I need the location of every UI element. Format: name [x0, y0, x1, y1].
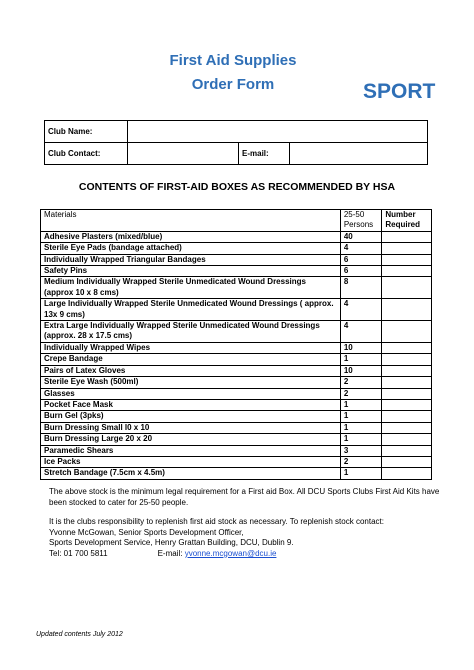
- table-row: [41, 456, 432, 467]
- table-row: [41, 354, 432, 365]
- material-cell: Burn Gel (3pks): [41, 411, 341, 422]
- table-row: [41, 445, 432, 456]
- club-contact-label: Club Contact:: [45, 143, 128, 165]
- number-required-field[interactable]: [382, 321, 432, 343]
- number-required-field[interactable]: [382, 468, 432, 479]
- contact-name: Yvonne McGowan, Senior Sports Development Officer,: [49, 527, 244, 537]
- material-cell: Ice Packs: [41, 456, 341, 467]
- table-row: [41, 342, 432, 353]
- table-row: [41, 399, 432, 410]
- contact-email-label: E-mail:: [157, 548, 185, 558]
- number-required-field[interactable]: [382, 445, 432, 456]
- quantity-cell: 1: [340, 468, 382, 479]
- material-cell: Large Individually Wrapped Sterile Unmedicated Wound Dressings ( approx. 13x 9 cms): [41, 299, 341, 321]
- number-required-field[interactable]: [382, 342, 432, 353]
- number-required-field[interactable]: [382, 266, 432, 277]
- material-cell: Adhesive Plasters (mixed/blue): [41, 231, 341, 242]
- table-row: [41, 411, 432, 422]
- table-row: [41, 243, 432, 254]
- sport-badge: SPORT: [363, 80, 436, 103]
- material-cell: Pocket Face Mask: [41, 399, 341, 410]
- number-required-field[interactable]: [382, 388, 432, 399]
- club-contact-field[interactable]: [128, 143, 239, 165]
- table-row: [41, 388, 432, 399]
- quantity-cell: 1: [340, 354, 382, 365]
- material-cell: Individually Wrapped Wipes: [41, 342, 341, 353]
- table-row: [41, 365, 432, 376]
- contact-address: Sports Development Service, Henry Grattan Building, DCU, Dublin 9.: [49, 538, 294, 548]
- material-cell: Burn Dressing Large 20 x 20: [41, 434, 341, 445]
- number-required-field[interactable]: [382, 377, 432, 388]
- table-row: [41, 266, 432, 277]
- quantity-cell: 6: [340, 254, 382, 265]
- number-required-field[interactable]: [382, 434, 432, 445]
- table-row: [41, 321, 432, 343]
- table-row: [41, 434, 432, 445]
- material-cell: Individually Wrapped Triangular Bandages: [41, 254, 341, 265]
- number-required-field[interactable]: [382, 365, 432, 376]
- number-required-field[interactable]: [382, 411, 432, 422]
- material-cell: Stretch Bandage (7.5cm x 4.5m): [41, 468, 341, 479]
- materials-header: Materials: [41, 210, 341, 232]
- quantity-cell: 8: [340, 277, 382, 299]
- material-cell: Glasses: [41, 388, 341, 399]
- quantity-cell: 4: [340, 299, 382, 321]
- material-cell: Extra Large Individually Wrapped Sterile Unmedicated Wound Dressings (approx. 28 x 17.5 cms): [41, 321, 341, 343]
- quantity-cell: 1: [340, 411, 382, 422]
- table-row: [41, 377, 432, 388]
- material-cell: Medium Individually Wrapped Sterile Unmedicated Wound Dressings (approx 10 x 8 cms): [41, 277, 341, 299]
- requirement-note: The above stock is the minimum legal requirement for a First aid Box. All DCU Sports Clubs First Aid Kits have been stocked to cater for 25-50 people.: [49, 487, 440, 507]
- quantity-cell: 10: [340, 342, 382, 353]
- material-cell: Pairs of Latex Gloves: [41, 365, 341, 376]
- club-name-field[interactable]: [128, 121, 428, 143]
- number-required-field[interactable]: [382, 354, 432, 365]
- material-cell: Safety Pins: [41, 266, 341, 277]
- table-row: [41, 299, 432, 321]
- persons-header: 25-50 Persons: [340, 210, 382, 232]
- quantity-cell: 10: [340, 365, 382, 376]
- contact-tel: Tel: 01 700 5811: [49, 548, 108, 558]
- contact-line: [49, 549, 449, 560]
- footer-note: Updated contents July 2012: [36, 631, 123, 638]
- number-required-field[interactable]: [382, 277, 432, 299]
- table-row: [41, 231, 432, 242]
- quantity-cell: 40: [340, 231, 382, 242]
- quantity-cell: 1: [340, 399, 382, 410]
- club-name-label: Club Name:: [45, 121, 128, 143]
- material-cell: Sterile Eye Pads (bandage attached): [41, 243, 341, 254]
- quantity-cell: 3: [340, 445, 382, 456]
- table-row: [41, 468, 432, 479]
- required-header: Number Required: [382, 210, 432, 232]
- contact-email-link[interactable]: yvonne.mcgowan@dcu.ie: [184, 548, 277, 558]
- email-label: E-mail:: [239, 143, 290, 165]
- material-cell: Sterile Eye Wash (500ml): [41, 377, 341, 388]
- quantity-cell: 2: [340, 388, 382, 399]
- material-cell: Paramedic Shears: [41, 445, 341, 456]
- quantity-cell: 1: [340, 422, 382, 433]
- quantity-cell: 1: [340, 434, 382, 445]
- club-details-table: [44, 120, 428, 165]
- material-cell: Crepe Bandage: [41, 354, 341, 365]
- table-header-row: [41, 210, 432, 232]
- table-row: [41, 277, 432, 299]
- number-required-field[interactable]: [382, 299, 432, 321]
- quantity-cell: 4: [340, 243, 382, 254]
- number-required-field[interactable]: [382, 231, 432, 242]
- contents-heading: CONTENTS OF FIRST-AID BOXES AS RECOMMENDED BY HSA: [78, 181, 396, 193]
- number-required-field[interactable]: [382, 456, 432, 467]
- number-required-field[interactable]: [382, 254, 432, 265]
- quantity-cell: 4: [340, 321, 382, 343]
- number-required-field[interactable]: [382, 399, 432, 410]
- table-row: [41, 254, 432, 265]
- number-required-field[interactable]: [382, 243, 432, 254]
- email-field[interactable]: [290, 143, 428, 165]
- quantity-cell: 6: [340, 266, 382, 277]
- quantity-cell: 2: [340, 377, 382, 388]
- material-cell: Burn Dressing Small l0 x 10: [41, 422, 341, 433]
- quantity-cell: 2: [340, 456, 382, 467]
- supplies-table: [40, 209, 432, 480]
- table-row: [41, 422, 432, 433]
- contact-info: [49, 517, 449, 559]
- form-subtitle: Order Form: [191, 76, 275, 93]
- number-required-field[interactable]: [382, 422, 432, 433]
- form-title: First Aid Supplies: [169, 52, 297, 69]
- replenish-note: It is the clubs responsibility to replenish first aid stock as necessary. To replenish stock contact:: [49, 517, 384, 526]
